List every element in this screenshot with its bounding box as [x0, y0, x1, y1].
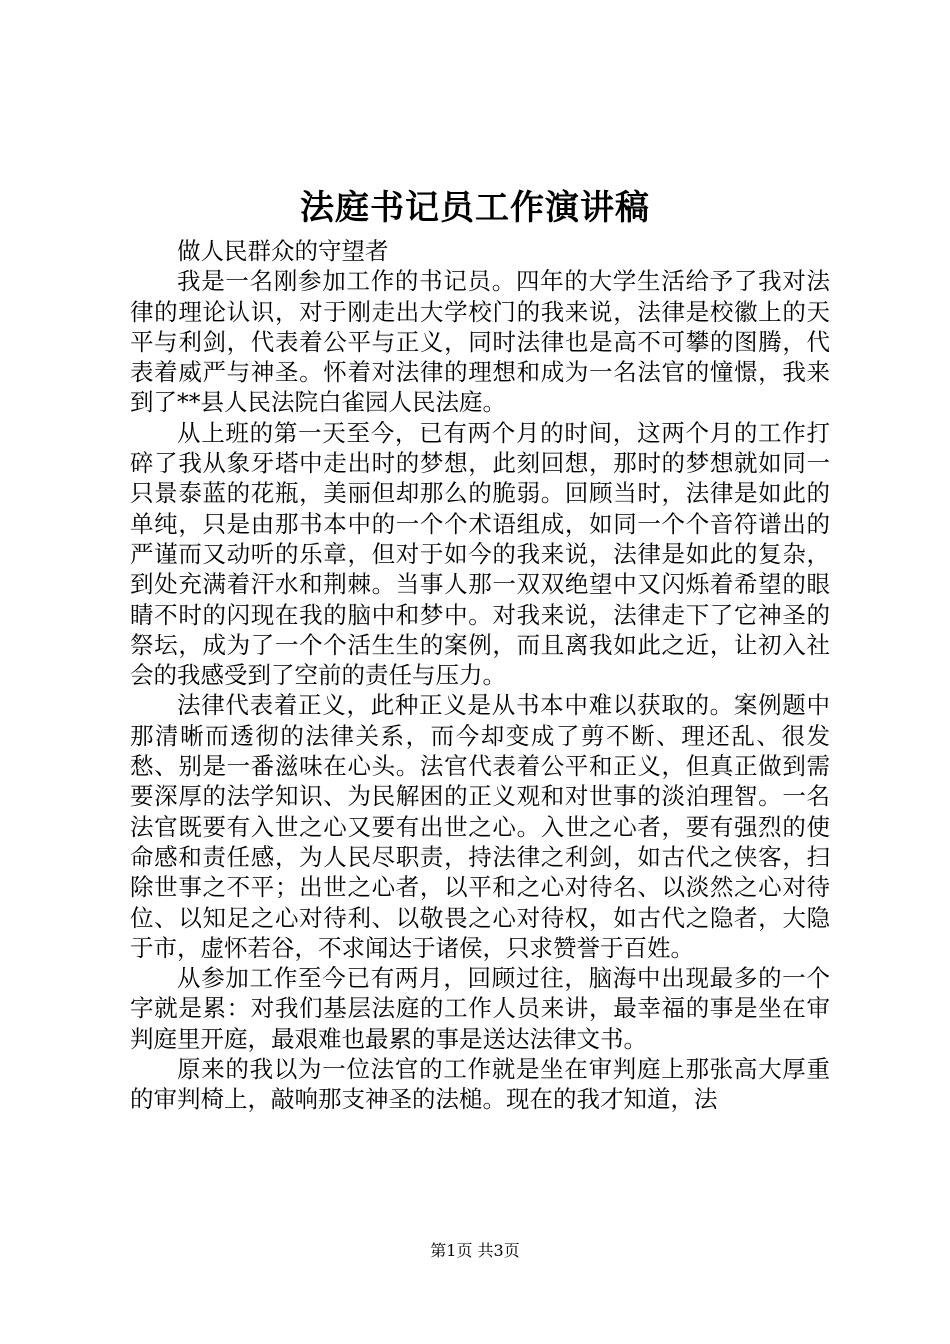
subtitle-paragraph: 做人民群众的守望者 [177, 237, 389, 265]
document-body [130, 236, 830, 1115]
body-paragraph: 从上班的第一天至今，已有两个月的时间，这两个月的工作打碎了我从象牙塔中走出时的梦想，此刻回想，那时的梦想就如同一只景泰蓝的花瓶，美丽但却那么的脆弱。回顾当时，法律是如此的单纯，只是由那书本中的一个个术语组成，如同一个个音符谱出的严谨而又动听的乐章，但对于如今的我来说，法律是如此的复杂，到处充满着汗水和荆棘。当事人那一双双绝望中又闪烁着希望的眼睛不时的闪现在我的脑中和梦中。对我来说，法律走下了它神圣的祭坛，成为了一个个活生生的案例，而且离我如此之近，让初入社会的我感受到了空前的责任与压力。 [130, 418, 830, 690]
body-paragraph: 法律代表着正义，此种正义是从书本中难以获取的。案例题中那清晰而透彻的法律关系，而今却变成了剪不断、理还乱、很发愁、别是一番滋味在心头。法官代表着公平和正义，但真正做到需要深厚的法学知识、为民解困的正义观和对世事的淡泊理智。一名法官既要有入世之心又要有出世之心。入世之心者，要有强烈的使命感和责任感，为人民尽职责，持法律之利剑，如古代之侠客，扫除世事之不平；出世之心者，以平和之心对待名、以淡然之心对待位、以知足之心对待利、以敬畏之心对待权，如古代之隐者，大隐于市，虚怀若谷，不求闻达于诸侯，只求赞誉于百姓。 [130, 691, 830, 962]
body-paragraph: 我是一名刚参加工作的书记员。四年的大学生活给予了我对法律的理论认识，对于刚走出大学校门的我来说，法律是校徽上的天平与利剑，代表着公平与正义，同时法律也是高不可攀的图腾，代表着威严与神圣。怀着对法律的理想和成为一名法官的憧憬，我来到了**县人民法院白雀园人民法庭。 [130, 267, 830, 417]
body-paragraph: 原来的我以为一位法官的工作就是坐在审判庭上那张高大厚重的审判椅上，敲响那支神圣的法槌。现在的我才知道，法 [130, 1055, 830, 1114]
body-paragraph: 从参加工作至今已有两月，回顾过往，脑海中出现最多的一个字就是累：对我们基层法庭的工作人员来讲，最幸福的事是坐在审判庭里开庭，最艰难也最累的事是送达法律文书。 [130, 964, 830, 1053]
document-title: 法庭书记员工作演讲稿 [300, 188, 650, 228]
page-footer: 第1页 共3页 [430, 1241, 520, 1260]
